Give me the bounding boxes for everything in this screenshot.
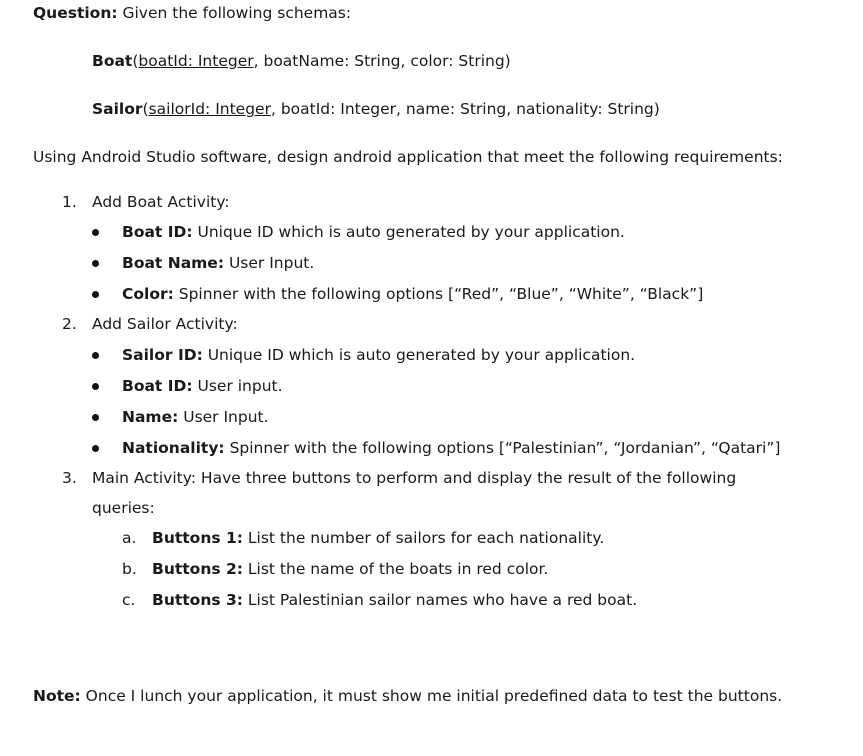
req3-item	[152, 528, 604, 548]
req1-item	[122, 284, 703, 304]
req3-item	[152, 559, 548, 579]
question-label: Question:	[33, 4, 118, 22]
req2-item	[122, 438, 780, 458]
req2-item-label: Nationality:	[122, 439, 225, 457]
question-text: Given the following schemas:	[117, 4, 352, 22]
bullet-icon	[92, 229, 99, 236]
req2-item	[122, 407, 269, 427]
req3-item-marker: b.	[122, 560, 137, 578]
req1-item-text: Spinner with the following options [“Red”, “Blue”, “White”, “Black”]	[173, 285, 704, 303]
schema-sailor-name: Sailor	[92, 100, 143, 118]
req3-line2: queries:	[92, 499, 155, 517]
req1-item-text: Unique ID which is auto generated by your application.	[192, 223, 625, 241]
req1-item-label: Color:	[122, 285, 174, 303]
req3-item-text: List Palestinian sailor names who have a red boat.	[242, 591, 638, 609]
schema-sailor	[92, 99, 660, 119]
bullet-icon	[92, 352, 99, 359]
req1-title: Add Boat Activity:	[92, 193, 230, 211]
req3-item-marker: a.	[122, 529, 137, 547]
req1-item	[122, 222, 625, 242]
req3-item-marker: c.	[122, 591, 136, 609]
schema-boat	[92, 51, 511, 71]
schema-sailor-open: (	[142, 100, 149, 118]
intro-text: Using Android Studio software, design android application that meet the following requirements:	[33, 148, 783, 166]
req2-item-label: Sailor ID:	[122, 346, 203, 364]
req2-item-text: User input.	[192, 377, 283, 395]
req3-number: 3.	[62, 469, 77, 487]
req2-item-label: Name:	[122, 408, 179, 426]
req2-item	[122, 376, 283, 396]
bullet-icon	[92, 383, 99, 390]
bullet-icon	[92, 414, 99, 421]
schema-sailor-key: sailorId: Integer	[148, 100, 271, 118]
req3-item-label: Buttons 3:	[152, 591, 243, 609]
req1-item	[122, 253, 314, 273]
req2-item-text: Unique ID which is auto generated by your application.	[202, 346, 636, 364]
bullet-icon	[92, 445, 99, 452]
req1-item-text: User Input.	[224, 254, 315, 272]
req2-title: Add Sailor Activity:	[92, 315, 238, 333]
req3-line1: Main Activity: Have three buttons to perform and display the result of the following	[92, 469, 737, 487]
schema-boat-rest: , boatName: String, color: String)	[253, 52, 511, 70]
req2-item	[122, 345, 635, 365]
note-text: Once I lunch your application, it must show me initial predefined data to test the buttons.	[80, 687, 783, 705]
req2-item-text: Spinner with the following options [“Palestinian”, “Jordanian”, “Qatari”]	[224, 439, 781, 457]
note-line	[33, 686, 782, 706]
req3-item	[152, 590, 637, 610]
req1-number: 1.	[62, 193, 77, 211]
req3-item-text: List the name of the boats in red color.	[242, 560, 549, 578]
note-label: Note:	[33, 687, 81, 705]
req3-item-label: Buttons 1:	[152, 529, 243, 547]
question-line	[33, 3, 351, 23]
req2-number: 2.	[62, 315, 77, 333]
schema-boat-key: boatId: Integer	[138, 52, 254, 70]
schema-boat-name: Boat	[92, 52, 133, 70]
bullet-icon	[92, 291, 99, 298]
req2-item-text: User Input.	[178, 408, 269, 426]
req2-item-label: Boat ID:	[122, 377, 193, 395]
req3-item-text: List the number of sailors for each nationality.	[242, 529, 605, 547]
bullet-icon	[92, 260, 99, 267]
schema-sailor-rest: , boatId: Integer, name: String, nationality: String)	[270, 100, 660, 118]
req1-item-label: Boat ID:	[122, 223, 193, 241]
req1-item-label: Boat Name:	[122, 254, 225, 272]
req3-item-label: Buttons 2:	[152, 560, 243, 578]
schema-boat-open: (	[132, 52, 139, 70]
